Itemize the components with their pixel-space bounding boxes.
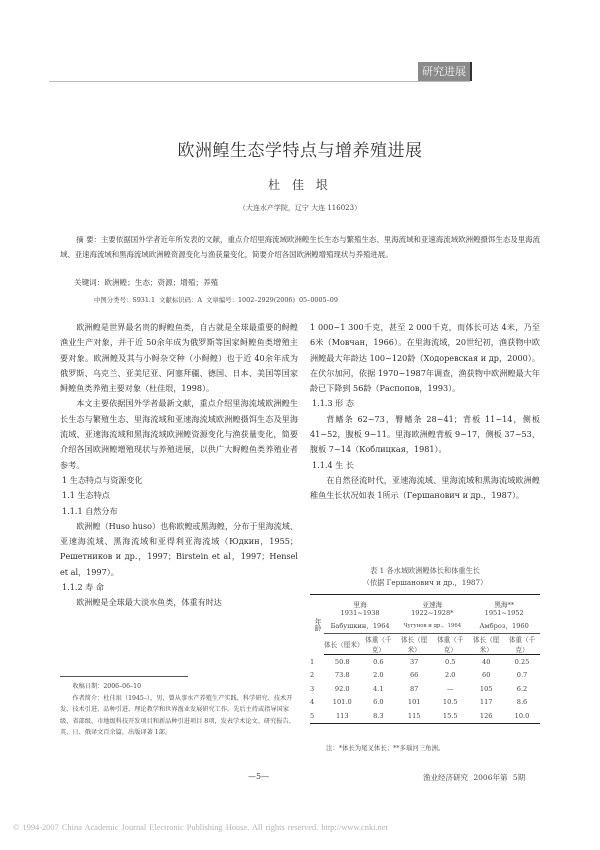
section-heading-1: 1 生态特点与资源变化 (62, 474, 143, 485)
group-source: Чугунов и др.，1964 (396, 617, 468, 634)
intro-paragraph-1: 欧洲鳇是世界最名贵的鲟鳇鱼类，自古就是全球最重要的鲟鳇渔业生产对象，并于近 50余年成为俄罗斯等国家鲟鳇鱼类增殖主要对象。欧洲鳇及其与小鲟杂交种（小鲟鳇）也于近 40余年成为俄罗斯、乌克兰、亚美尼亚、阿塞拜疆、德国、日本、美国等国家鲟鳇鱼类养殖主要对象（杜佳垠，1998）。 (60, 322, 298, 394)
page-number: —5— (248, 772, 270, 781)
article-author: 杜 佳 垠 (268, 178, 332, 192)
copyright-notice: © 1994-2007 China Academic Journal Electronic Publishing House. All rights reserved. http://www.cnki.net (13, 823, 388, 832)
weight-header: 体重（千克） (361, 634, 397, 655)
weight-header: 体重（千克） (504, 634, 540, 655)
abstract: 摘 要：主要依据国外学者近年所发表的文献，重点介绍里海流域欧洲鳇生长生态与繁殖生态、里海流域和亚速海流域欧洲鳇摄饵生态及里海流域、亚速海流域和黑海流域欧洲鳇资源变化与渔获量变化，简要介绍各国欧洲鳇增殖现状与养殖进展。 (60, 235, 540, 259)
received-date: 收稿日期：2006–06–10 (72, 683, 142, 690)
lifespan-continued-paragraph: 1 000~1 300千克，甚至 2 000千克，而体长可达 4米，乃至 6米（Мовчан，1966）。在里海流域，20世纪初，渔获物中欧洲鳇最大年龄达 100~120龄（Ходоревская и др，2000）。在伏尔加河，依据 1970~1987年调查，渔获物中欧洲鳇最大年龄已下降到 56龄（Распопов，1993）。 (310, 322, 540, 394)
length-header: 体长（厘米） (468, 634, 504, 655)
length-header: 体长（厘米） (396, 634, 432, 655)
table-row: 5 113 8.3 115 15.5 126 10.0 (310, 709, 540, 723)
table-title: 表 1 各水域欧洲鳇体长和体重生长 (370, 566, 480, 575)
footnotes (60, 681, 300, 739)
table-source: （依据 Гершанович и др.，1987） (362, 578, 488, 587)
table-note: 注：*体长为尾叉体长；**多瑙河三角洲。 (326, 744, 445, 752)
left-column (60, 320, 298, 611)
group-source: Бабушкин，1964 (324, 617, 396, 634)
length-header: 体长（厘米） (324, 634, 361, 655)
intro-paragraph-2: 本文主要依据国外学者最新文献，重点介绍里海流域欧洲鳇生长生态与繁殖生态、里海流域和亚速海流域欧洲鳇摄饵生态及里海流域、亚速海流域和黑海流域欧洲鳇资源变化与渔获量变化，简要介绍各国欧洲鳇增殖现状与养殖进展，以供广大鲟鳇鱼类养殖业者参考。 (60, 398, 298, 470)
age-header: 年龄 (313, 618, 321, 632)
section-heading-1-1-4: 1.1.4 生 长 (312, 459, 354, 470)
table-row: 1 50.8 0.6 37 0.5 40 0.25 (310, 657, 530, 666)
article-title: 欧洲鳇生态学特点与增养殖进展 (177, 141, 423, 161)
table-row: 3 92.0 4.1 87 — 105 6.2 (310, 684, 528, 693)
group-region: 里海 (353, 601, 367, 609)
section-heading-1-1-2: 1.1.2 寿 命 (62, 582, 104, 593)
group-source: Амброз，1960 (468, 617, 540, 634)
author-affiliation: （大连水产学院，辽宁 大连 116023） (238, 204, 362, 212)
section-tag: 研究进展 (418, 62, 472, 81)
group-years: 1931~1938 (340, 609, 380, 617)
lifespan-paragraph: 欧洲鳇是全球最大淡水鱼类，体重有时达 (76, 597, 222, 608)
section-heading-1-1: 1.1 生态特点 (62, 490, 110, 501)
growth-table (310, 594, 540, 724)
group-region: 黑海** (494, 601, 515, 609)
header-rule (49, 81, 470, 82)
footnote-rule (60, 676, 188, 677)
distribution-paragraph: 欧洲鳇（Huso huso）也称欧鳇或黑海鳇，分布于里海流域、亚速海流域、黑海流域和亚得利亚海流域（Юдкин，1955；Решетников и др.，1997；Birstein et al，1997；Hensel et al，1997）。 (60, 520, 298, 577)
table-row: 4 101.0 6.0 101 10.5 117 8.6 (310, 698, 528, 707)
group-years: 1951~1952 (484, 609, 524, 617)
classification-line: 中图分类号：S931.1 文献标识码：A 文章编号：1002–2929(2006) 05–0005–09 (94, 296, 338, 304)
keywords: 关键词：欧洲鳇；生态；资源；增殖；养殖 (74, 278, 219, 287)
section-heading-1-1-3: 1.1.3 形 态 (312, 398, 354, 409)
table-caption (310, 565, 540, 589)
author-bio: 作者简介：杜佳垠（1945–），男，曾从事水产养殖生产实践、科学研究、技术开发、技术引进、品种引进、理论教学和世界渔业发展研究工作。先后主持或指导国家级、省部级、市地级科技开发项目和新品种引进项目 8项，发表学术论文、研究报告、英、日、俄译文百余篇，出版译著 1部。 (60, 694, 295, 737)
right-column (310, 320, 540, 504)
section-heading-1-1-1: 1.1.1 自然分布 (62, 505, 118, 516)
weight-header: 体重（千克） (432, 634, 468, 655)
group-region: 亚速海 (422, 601, 443, 609)
table-row: 2 73.8 2.0 66 2.0 60 0.7 (310, 671, 528, 680)
growth-paragraph: 在自然径流时代，亚速海流域、里海流域和黑海流域欧洲鳇稚鱼生长状况如表 1所示（Гершанович и др.，1987）。 (310, 474, 540, 501)
group-years: 1922~1928* (411, 609, 454, 617)
journal-issue: 渔业经济研究 2006年第 5期 (423, 773, 526, 782)
morphology-paragraph: 背鳍条 62~73，臀鳍条 28~41；背板 11~14，侧板 41~52，腹板 9~11。里海欧洲鳇背板 9~17，侧板 37~53，腹板 7~14（Коблицкая，1981）。 (310, 413, 540, 455)
